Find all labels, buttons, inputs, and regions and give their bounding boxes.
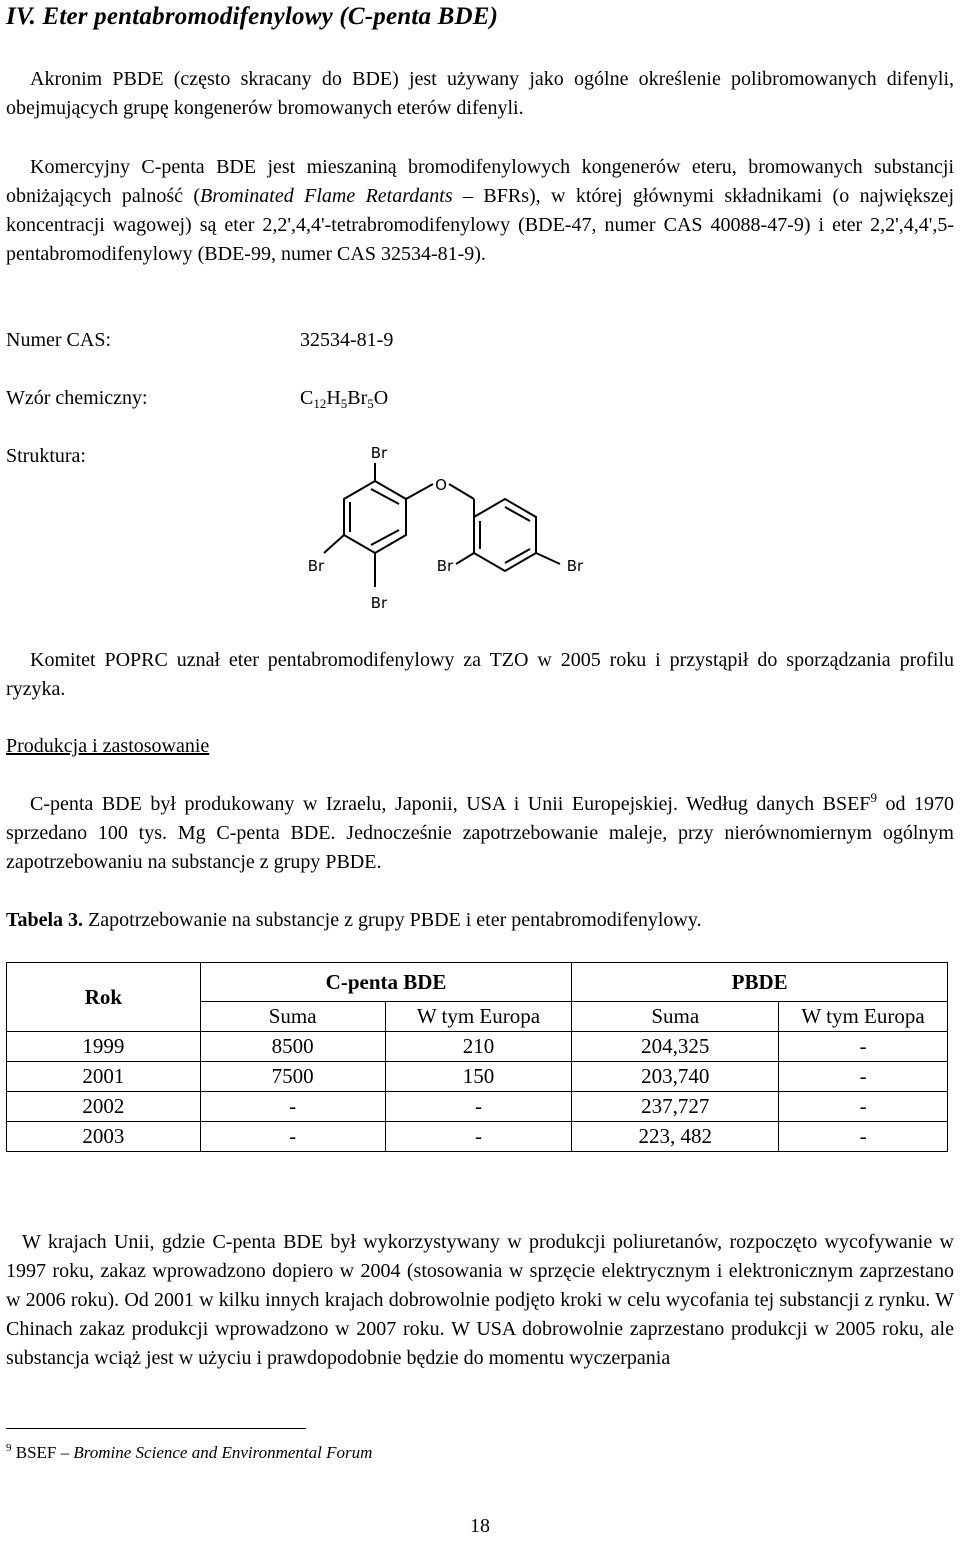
subsection-heading: Produkcja i zastosowanie [6, 735, 210, 757]
subheader-cell: W tym Europa [385, 1002, 572, 1032]
paragraph-pbde-acronym: Akronim PBDE (często skracany do BDE) jest używany jako ogólne określenie polibromowanych difenyli, obejmujących grupę kongenerów bromowanych eterów difenyli. [6, 68, 954, 119]
footnote-number: 9 [6, 1442, 12, 1454]
table-row: 2001 7500 150 203,740 - [7, 1062, 948, 1092]
paragraph-production: C-penta BDE był produkowany w Izraelu, Japonii, USA i Unii Europejskiej. Według danych BSEF$^9$ od 1970 sprzedano 100 tys. Mg C-penta BDE. Jednocześnie zapotrzebowanie maleje, przy nierównomiernym ogólnym zapotrzebowaniu na substancje z grupy PBDE. [6, 790, 954, 873]
atom-br-top: Br [370, 444, 388, 462]
atom-br-right: Br [566, 557, 584, 575]
section-title: IV. Eter pentabromodifenylowy (C-penta BDE) [6, 3, 499, 30]
table-caption-text: Zapotrzebowanie na substancje z grupy PBDE i eter pentabromodifenylowy. [83, 909, 702, 931]
subheader-cell: W tym Europa [779, 1002, 948, 1032]
footnote-reference[interactable]: 9 [870, 790, 877, 805]
structure-label: Struktura: [6, 445, 86, 467]
table-row: 2003 - - 223, 482 - [7, 1122, 948, 1152]
table-caption [6, 906, 954, 935]
footnote-separator [6, 1428, 306, 1429]
header-c-penta-bde: C-penta BDE [200, 963, 572, 1002]
chemical-structure-diagram [302, 438, 602, 616]
table-header-row [7, 963, 948, 1002]
atom-br-left: Br [307, 557, 325, 575]
atom-br-mid: Br [436, 557, 454, 575]
page-number: 18 [470, 1515, 490, 1537]
header-year: Rok [7, 963, 201, 1032]
formula-value: $C_{12}H_5Br_5O$ [300, 387, 389, 411]
paragraph-commercial-mixture [6, 153, 954, 269]
atom-br-bottom: Br [370, 594, 388, 612]
subheader-cell: Suma [200, 1002, 385, 1032]
formula-label: Wzór chemiczny: [6, 387, 148, 409]
paragraph-poprc: Komitet POPRC uznał eter pentabromodifenylowy za TZO w 2005 roku i przystąpił do sporządzania profilu ryzyka. [6, 649, 954, 700]
paragraph-eu-phaseout: W krajach Unii, gdzie C-penta BDE był wykorzystywany w produkcji poliuretanów, rozpoczęto wycofywanie w 1997 roku, zakaz wprowadzono dopiero w 2004 (stosowania w sprzęcie elektrycznym i elektronicznym zaprzestano w 2006 roku). Od 2001 w kilku innych krajach dobrowolnie podjęto kroki w celu wycofania tej substancji z rynku. W Chinach zakaz produkcji wprowadzono w 2007 roku. W USA dobrowolnie zaprzestano produkcji w 2005 roku, ale substancja wciąż jest w użyciu i prawdopodobnie będzie do momentu wyczerpania [6, 1231, 954, 1369]
text-part: BFRs), w której głównymi składnikami (o największej koncentracji wagowej) są eter 2,2',4,4'-tetrabromodifenylowy (BDE-47, numer CAS 40088-47-9) i eter 2,2',4,4',5-pentabromodifenylowy (BDE-99, numer CAS 32534-81-9). [6, 185, 954, 265]
table-caption-label: Tabela 3. [6, 909, 84, 931]
text-part: Komercyjny C-penta BDE jest mieszaniną bromodifenylowych kongenerów eteru, bromowanych substancji obniżających palność ( [6, 156, 954, 207]
demand-table [6, 962, 948, 1152]
right-benzene-ring [474, 499, 536, 571]
footnote-italic: Bromine Science and Environmental Forum [73, 1443, 373, 1462]
subheader-cell: Suma [572, 1002, 779, 1032]
atom-oxygen: O [435, 476, 447, 494]
table-row: 2002 - - 237,727 - [7, 1092, 948, 1122]
table-row: 1999 8500 210 204,325 - [7, 1032, 948, 1062]
cas-value: 32534-81-9 [300, 329, 394, 351]
footnote: $^9$ BSEF – Bromine Science and Environmental Forum [6, 1442, 373, 1462]
italic-term: Brominated Flame Retardants – [200, 185, 474, 207]
cas-label: Numer CAS: [6, 329, 111, 351]
header-pbde: PBDE [572, 963, 948, 1002]
